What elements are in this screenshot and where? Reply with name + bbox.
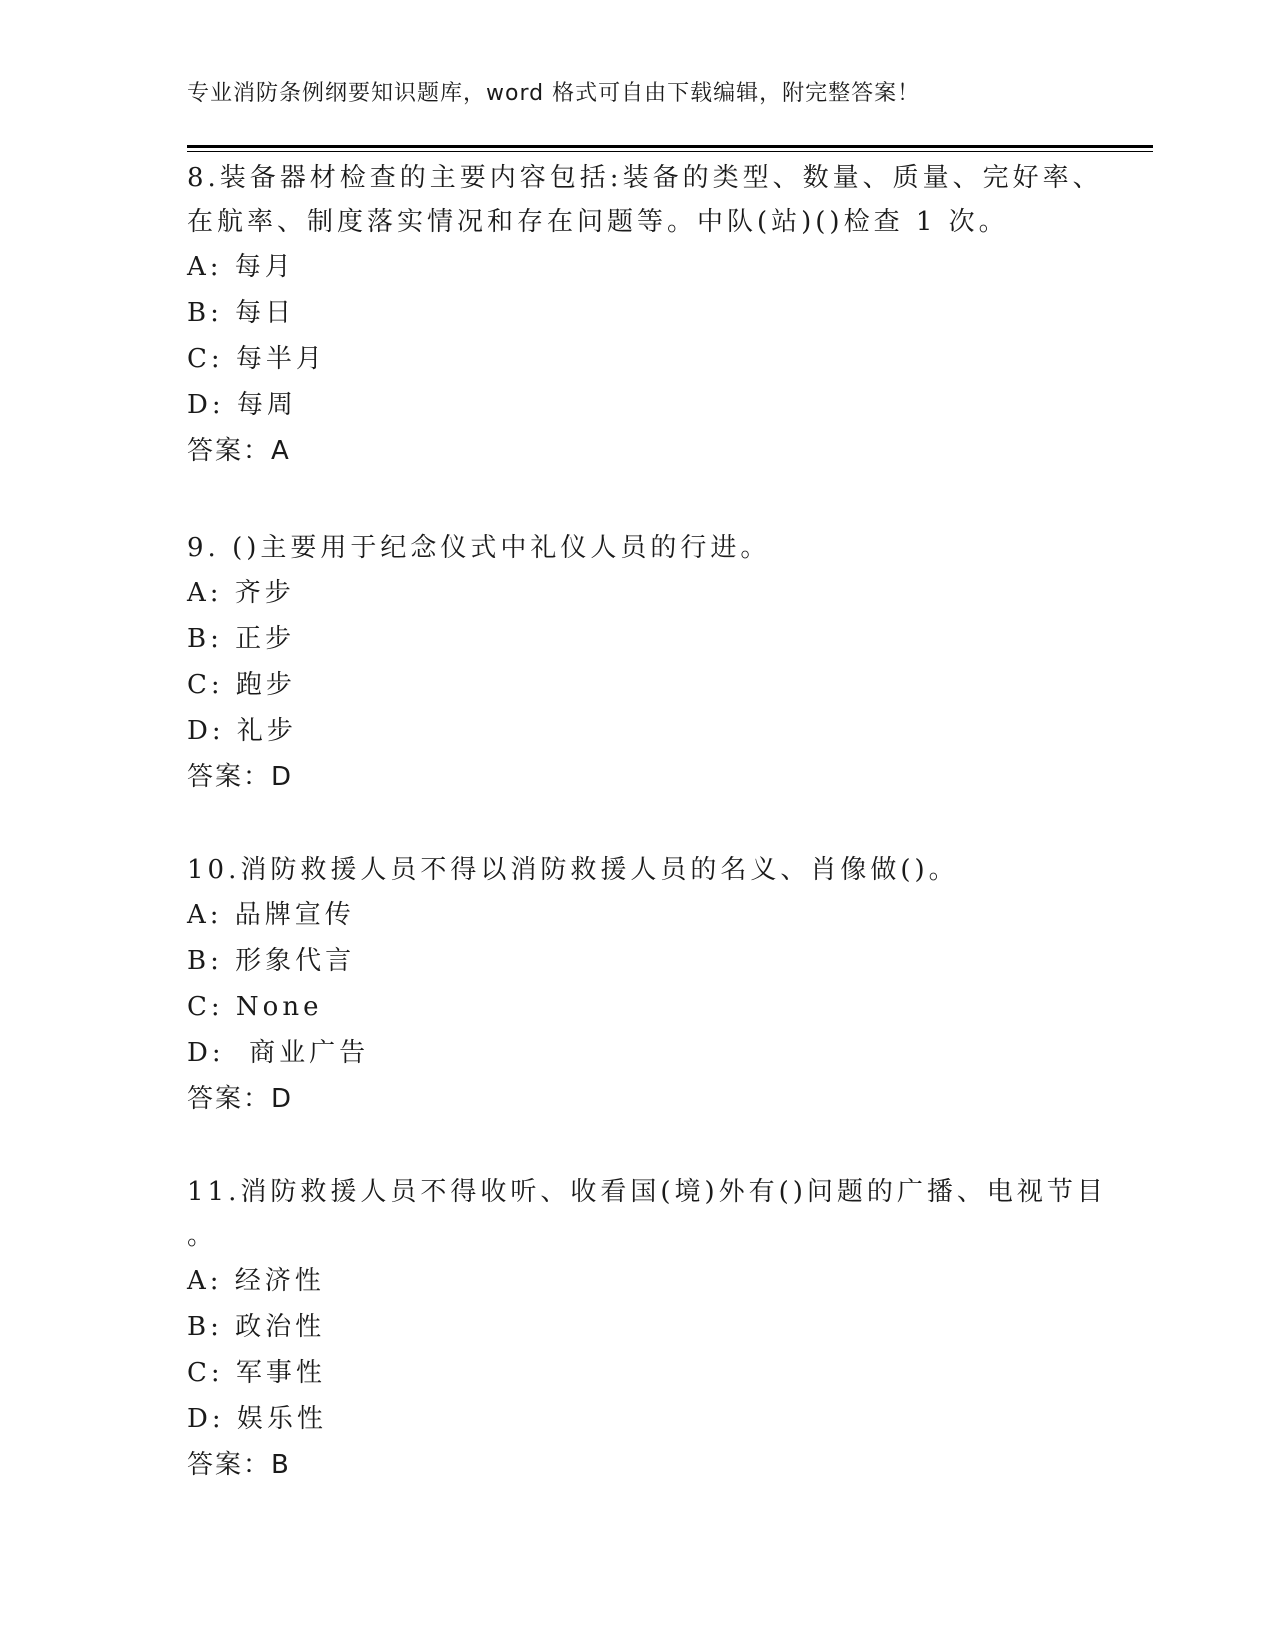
option-a: A: 经济性 [187,1266,325,1296]
option-c: C: 每半月 [187,344,326,374]
option-d: D: 礼步 [187,716,297,746]
option-a: A: 每月 [187,252,295,282]
option-b: B: 政治性 [187,1312,326,1342]
question-text-line: 8.装备器材检查的主要内容包括:装备的类型、数量、质量、完好率、 [187,163,1103,193]
option-b: B: 正步 [187,624,296,654]
option-b: B: 每日 [187,298,296,328]
answer: 答案：D [187,1084,294,1114]
question-11 [187,1170,1107,1488]
answer: 答案：A [187,436,291,466]
question-text-line: 10.消防救援人员不得以消防救援人员的名义、肖像做()。 [187,855,959,885]
option-c: C: None [187,992,323,1022]
header-title: 专业消防条例纲要知识题库，word 格式可自由下载编辑，附完整答案！ [187,81,921,106]
option-c: C: 军事性 [187,1358,326,1388]
answer: 答案：B [187,1450,291,1480]
option-d: D: 商业广告 [187,1038,370,1068]
option-d: D: 每周 [187,390,297,420]
option-b: B: 形象代言 [187,946,356,976]
question-10 [187,848,1087,1122]
question-text-line: 在航率、制度落实情况和存在问题等。中队(站)()检查 1 次。 [187,207,1009,237]
question-9 [187,526,1087,800]
option-d: D: 娱乐性 [187,1404,327,1434]
header-divider-thin [187,151,1153,152]
option-c: C: 跑步 [187,670,296,700]
question-8 [187,156,1103,474]
option-a: A: 品牌宣传 [187,900,355,930]
question-text-line: 。 [187,1221,218,1251]
question-text-line: 9. ()主要用于纪念仪式中礼仪人员的行进。 [187,533,771,563]
question-text-line: 11.消防救援人员不得收听、收看国(境)外有()问题的广播、电视节目 [187,1177,1107,1207]
answer: 答案：D [187,762,294,792]
header-divider-thick [187,145,1153,148]
option-a: A: 齐步 [187,578,295,608]
